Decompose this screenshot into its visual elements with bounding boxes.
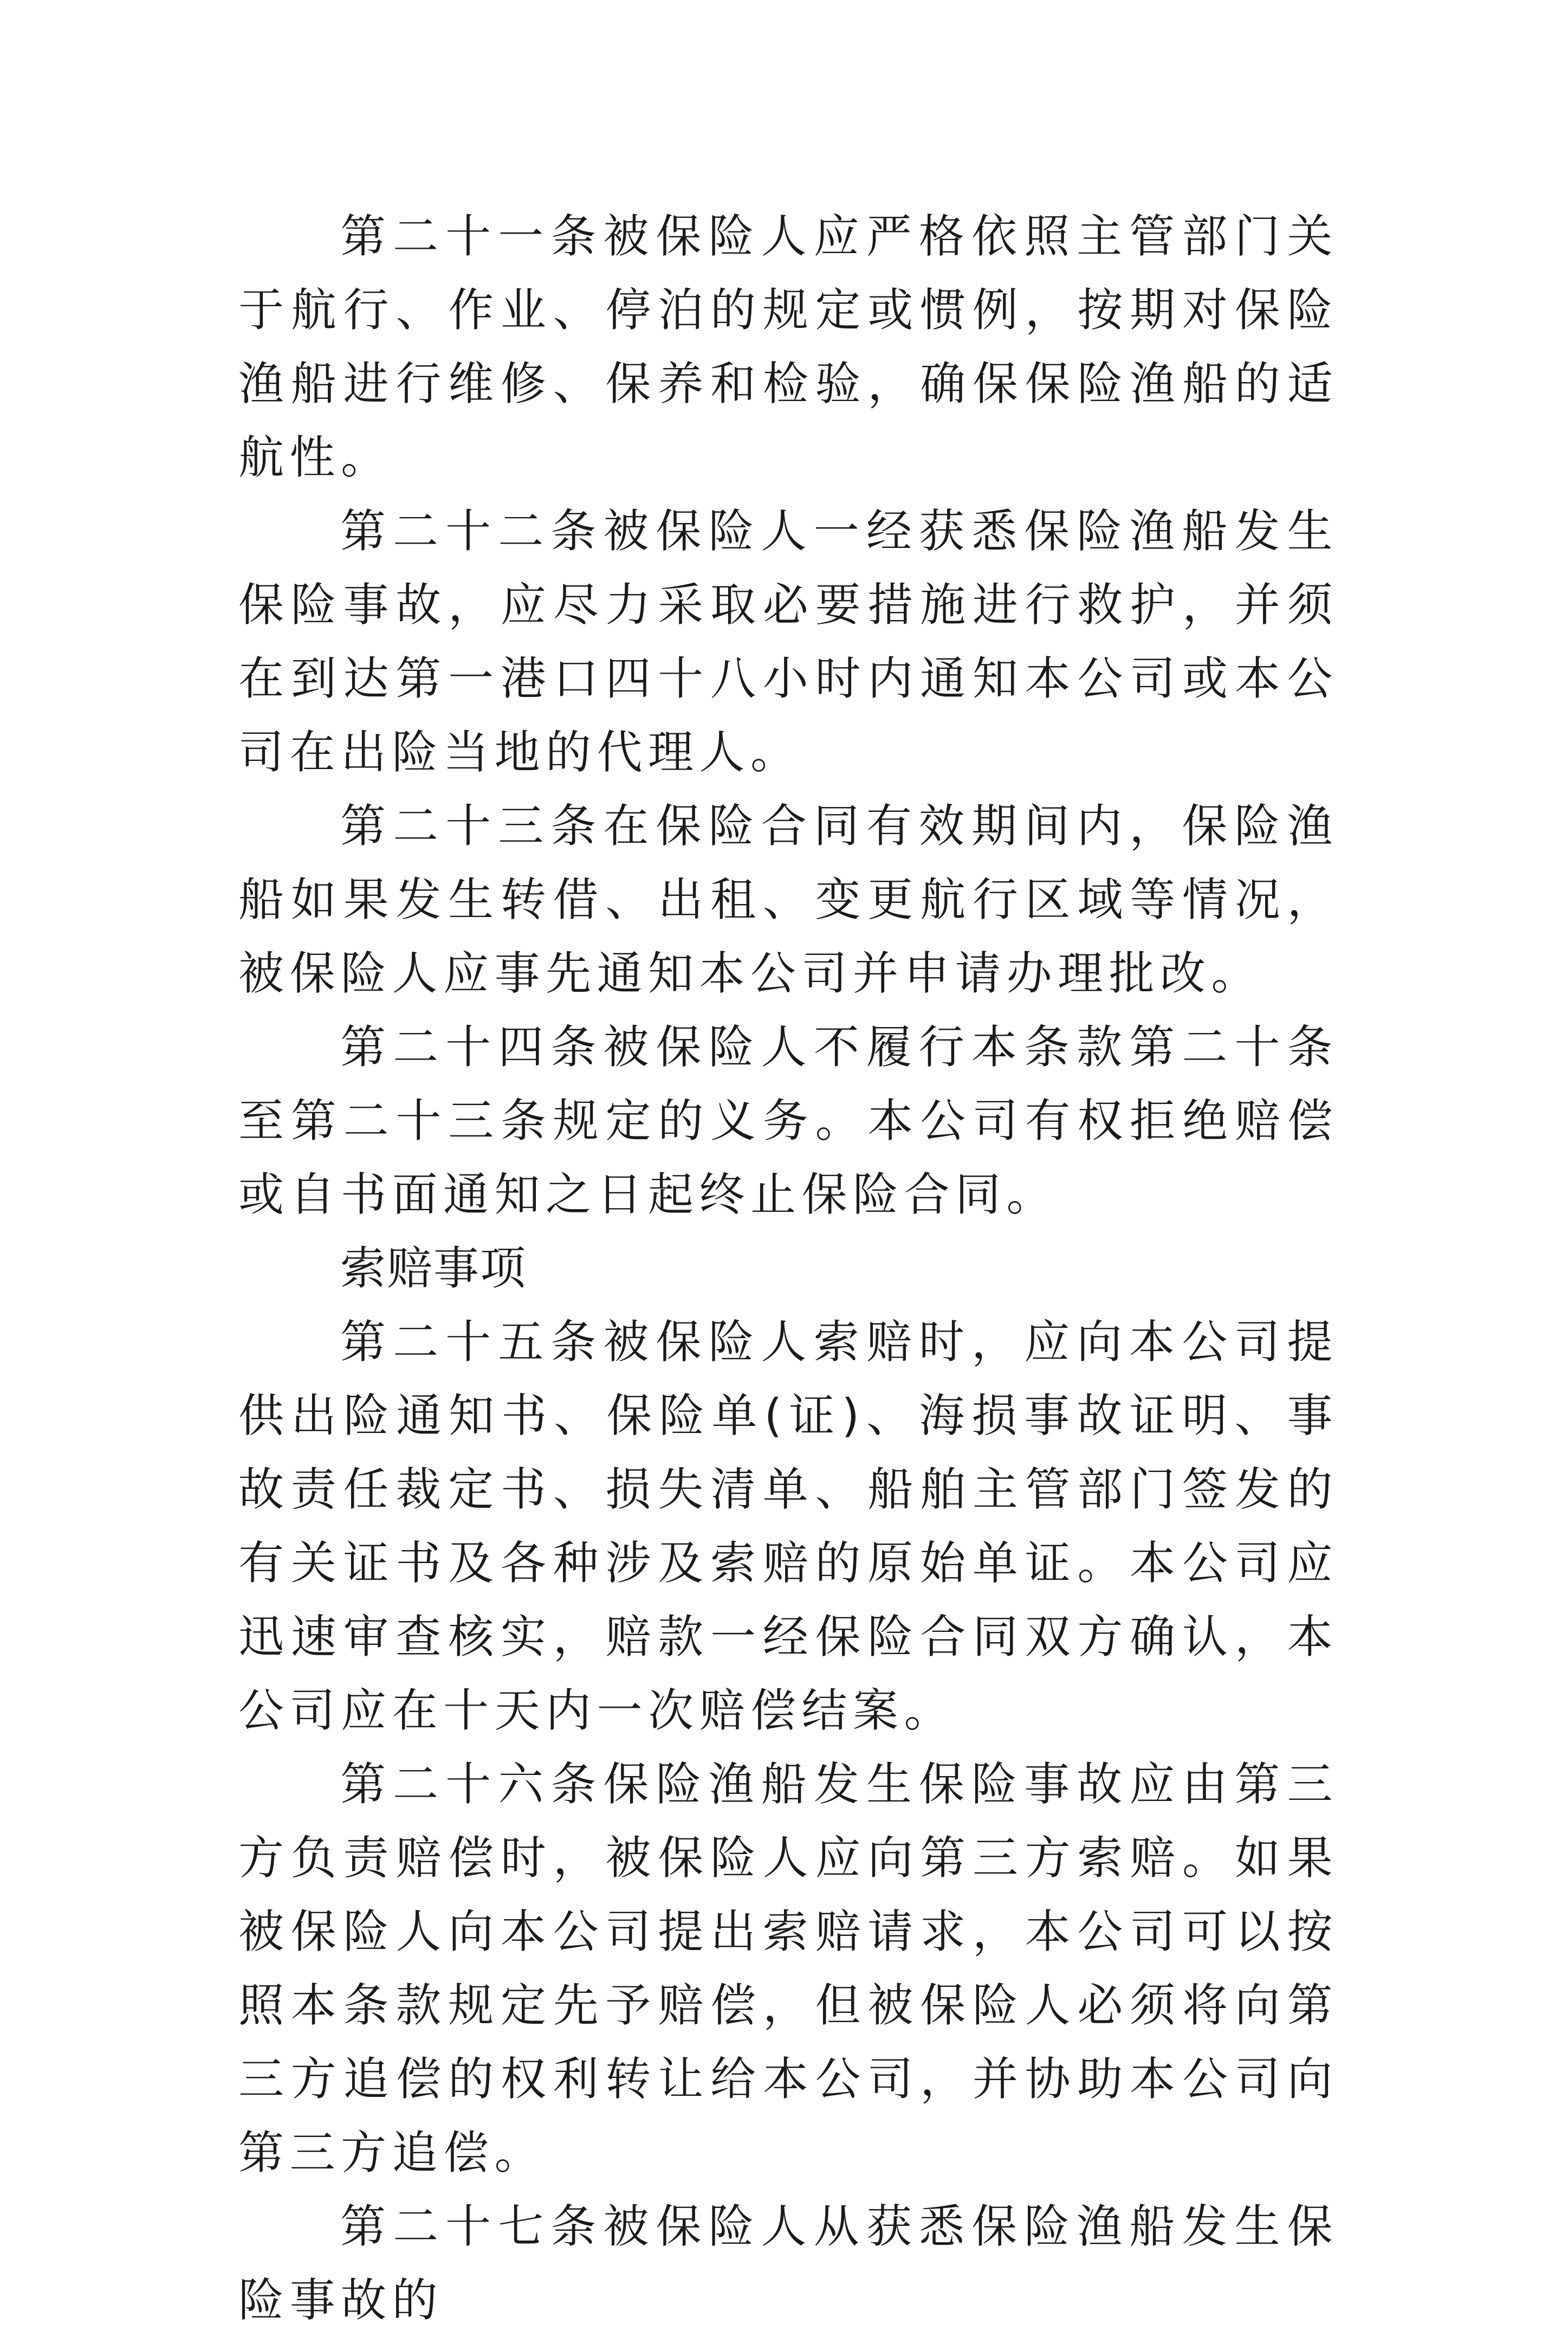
article-24-paragraph: 第二十四条被保险人不履行本条款第二十条至第二十三条规定的义务。本公司有权拒绝赔偿或自书面通知之日起终止保险合同。 xyxy=(238,1021,1338,1221)
article-21-paragraph: 第二十一条被保险人应严格依照主管部门关于航行、作业、停泊的规定或惯例，按期对保险渔船进行维修、保养和检验，确保保险渔船的适航性。 xyxy=(238,210,1338,484)
article-27-paragraph: 第二十七条被保险人从获悉保险渔船发生保险事故的 xyxy=(238,2200,1338,2327)
section-heading-claims: 索赔事项 xyxy=(340,1242,527,1295)
document-body xyxy=(238,199,1338,2337)
article-23-paragraph: 第二十三条在保险合同有效期间内，保险渔船如果发生转借、出租、变更航行区域等情况，被保险人应事先通知本公司并申请办理批改。 xyxy=(238,799,1338,1000)
article-25-paragraph: 第二十五条被保险人索赔时，应向本公司提供出险通知书、保险单(证)、海损事故证明、事故责任裁定书、损失清单、船舶主管部门签发的有关证书及各种涉及索赔的原始单证。本公司应迅速审查核实，赔款一经保险合同双方确认，本公司应在十天内一次赔偿结案。 xyxy=(238,1315,1338,1737)
article-26-paragraph: 第二十六条保险渔船发生保险事故应由第三方负责赔偿时，被保险人应向第三方索赔。如果被保险人向本公司提出索赔请求，本公司可以按照本条款规定先予赔偿，但被保险人必须将向第三方追偿的权利转让给本公司，并协助本公司向第三方追偿。 xyxy=(238,1758,1338,2179)
article-22-paragraph: 第二十二条被保险人一经获悉保险渔船发生保险事故，应尽力采取必要措施进行救护，并须在到达第一港口四十八小时内通知本公司或本公司在出险当地的代理人。 xyxy=(238,505,1338,779)
